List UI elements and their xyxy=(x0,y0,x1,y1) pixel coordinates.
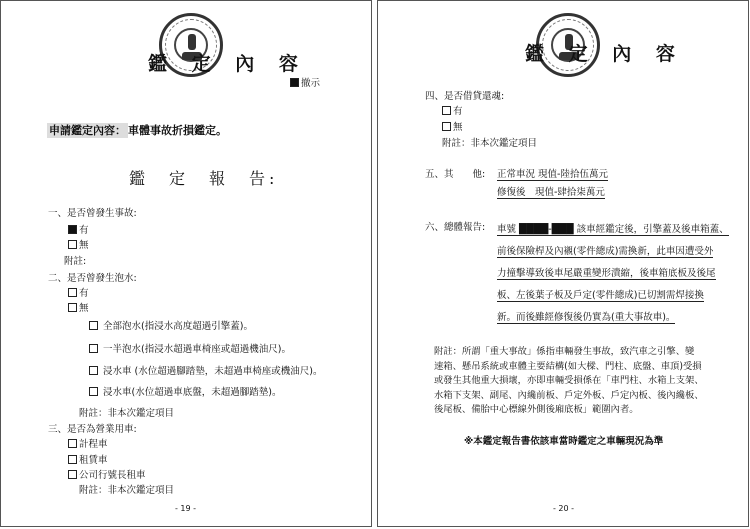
repaired-value: 修復後 現值-肆拾柒萬元 xyxy=(497,187,605,198)
checkbox-empty-icon xyxy=(442,106,451,115)
q4-heading: 四、是否借貸還魂: xyxy=(425,91,505,102)
q4-option-yes: 有 xyxy=(442,103,463,117)
page-title: 鑑 定 內 容 xyxy=(525,43,684,65)
report-footer-note: ※本鑑定報告書依該車當時鑑定之車輛現況為準 xyxy=(464,436,664,447)
q3-heading: 三、是否為營業用車: xyxy=(48,424,137,435)
q1-note: 附註: xyxy=(64,256,87,267)
current-value: 正常車況 現值-陸拾伍萬元 xyxy=(497,169,608,180)
page-19 xyxy=(0,0,372,527)
page-number: - 20 - xyxy=(553,504,575,513)
q2-option-no: 無 xyxy=(68,300,89,314)
q4-note: 附註：非本次鑑定項目 xyxy=(442,138,538,149)
q6-label: 六、總體報告: xyxy=(425,222,486,233)
checkbox-empty-icon xyxy=(89,387,98,396)
checkbox-checked-icon xyxy=(68,225,77,234)
q5-label: 五、其 他: xyxy=(425,169,486,180)
q2-heading: 二、是否曾發生泡水: xyxy=(48,273,137,284)
checkbox-empty-icon xyxy=(89,366,98,375)
checkbox-empty-icon xyxy=(68,439,77,448)
checkbox-empty-icon xyxy=(68,470,77,479)
checkbox-empty-icon xyxy=(89,344,98,353)
q3-option-taxi: 計程車 xyxy=(68,436,108,450)
checkbox-empty-icon xyxy=(442,122,451,131)
checkbox-empty-icon xyxy=(68,455,77,464)
q2-option-seat: 浸水車 (水位超過腳踏墊，未超過車椅座或機油尺)。 xyxy=(89,363,322,377)
q1-heading: 一、是否曾發生事故: xyxy=(48,208,137,219)
q2-option-full: 全部泡水(指浸水高度超過引擎蓋)。 xyxy=(89,318,253,332)
checkbox-empty-icon xyxy=(68,303,77,312)
apply-label: 申請鑑定內容： xyxy=(49,124,126,137)
checkbox-empty-icon xyxy=(68,288,77,297)
q4-option-no: 無 xyxy=(442,119,463,133)
q2-option-half: 一半泡水(指浸水超過車椅座或超過機油尺)。 xyxy=(89,341,291,355)
checkbox-empty-icon xyxy=(68,240,77,249)
apply-value: 車體事故折損鑑定。 xyxy=(128,124,227,137)
q3-note: 附註：非本次鑑定項目 xyxy=(79,485,175,496)
page-number: - 19 - xyxy=(175,504,197,513)
overall-report: 車號 ████-███ 該車經鑑定後，引擎蓋及後車箱蓋、 前後保險桿及內襯(零件總成)需換新，此車因遭受外 力撞擊導致後車尾嚴重變形潰縮，後車箱底板及後尾 板、左後葉子板及戶定(零件總成)已切割需焊接換 新。而後雖經修復後仍實為(重大事故車)。 xyxy=(497,224,729,323)
q3-option-rental: 租賃車 xyxy=(68,452,108,466)
q1-option-no: 無 xyxy=(68,237,89,251)
major-accident-note: 附註：所謂「重大事故」係指車輛發生事故，致汽車之引擎、變 速箱、懸吊系統或車體主要結構(如大樑、門柱、底盤、車頂)受損 或發生其他重大損壞，亦即車輛受損係在「車門柱、水箱上支架、 水箱下支架、副尾、內纔前板、戶定外板、戶定內板、後內纔板、 後尾板、備胎中心標線外側後廂底板」範圍內者。 xyxy=(434,346,704,415)
checkbox-empty-icon xyxy=(89,321,98,330)
page-20 xyxy=(377,0,749,527)
q2-note: 附註：非本次鑑定項目 xyxy=(79,408,175,419)
cancel-mark xyxy=(290,75,320,89)
checkbox-filled-icon xyxy=(290,78,299,87)
page-title: 鑑 定 內 容 xyxy=(148,53,307,75)
q3-option-lease: 公司行號長租車 xyxy=(68,467,146,481)
report-title: 鑑 定 報 告: xyxy=(129,169,279,188)
q1-option-yes: 有 xyxy=(68,222,89,236)
q2-option-floor: 浸水車(水位超過車底盤，未超過腳踏墊)。 xyxy=(89,384,281,398)
q2-option-yes: 有 xyxy=(68,285,89,299)
apply-line xyxy=(47,122,227,138)
cancel-label: 撤示 xyxy=(301,78,321,89)
